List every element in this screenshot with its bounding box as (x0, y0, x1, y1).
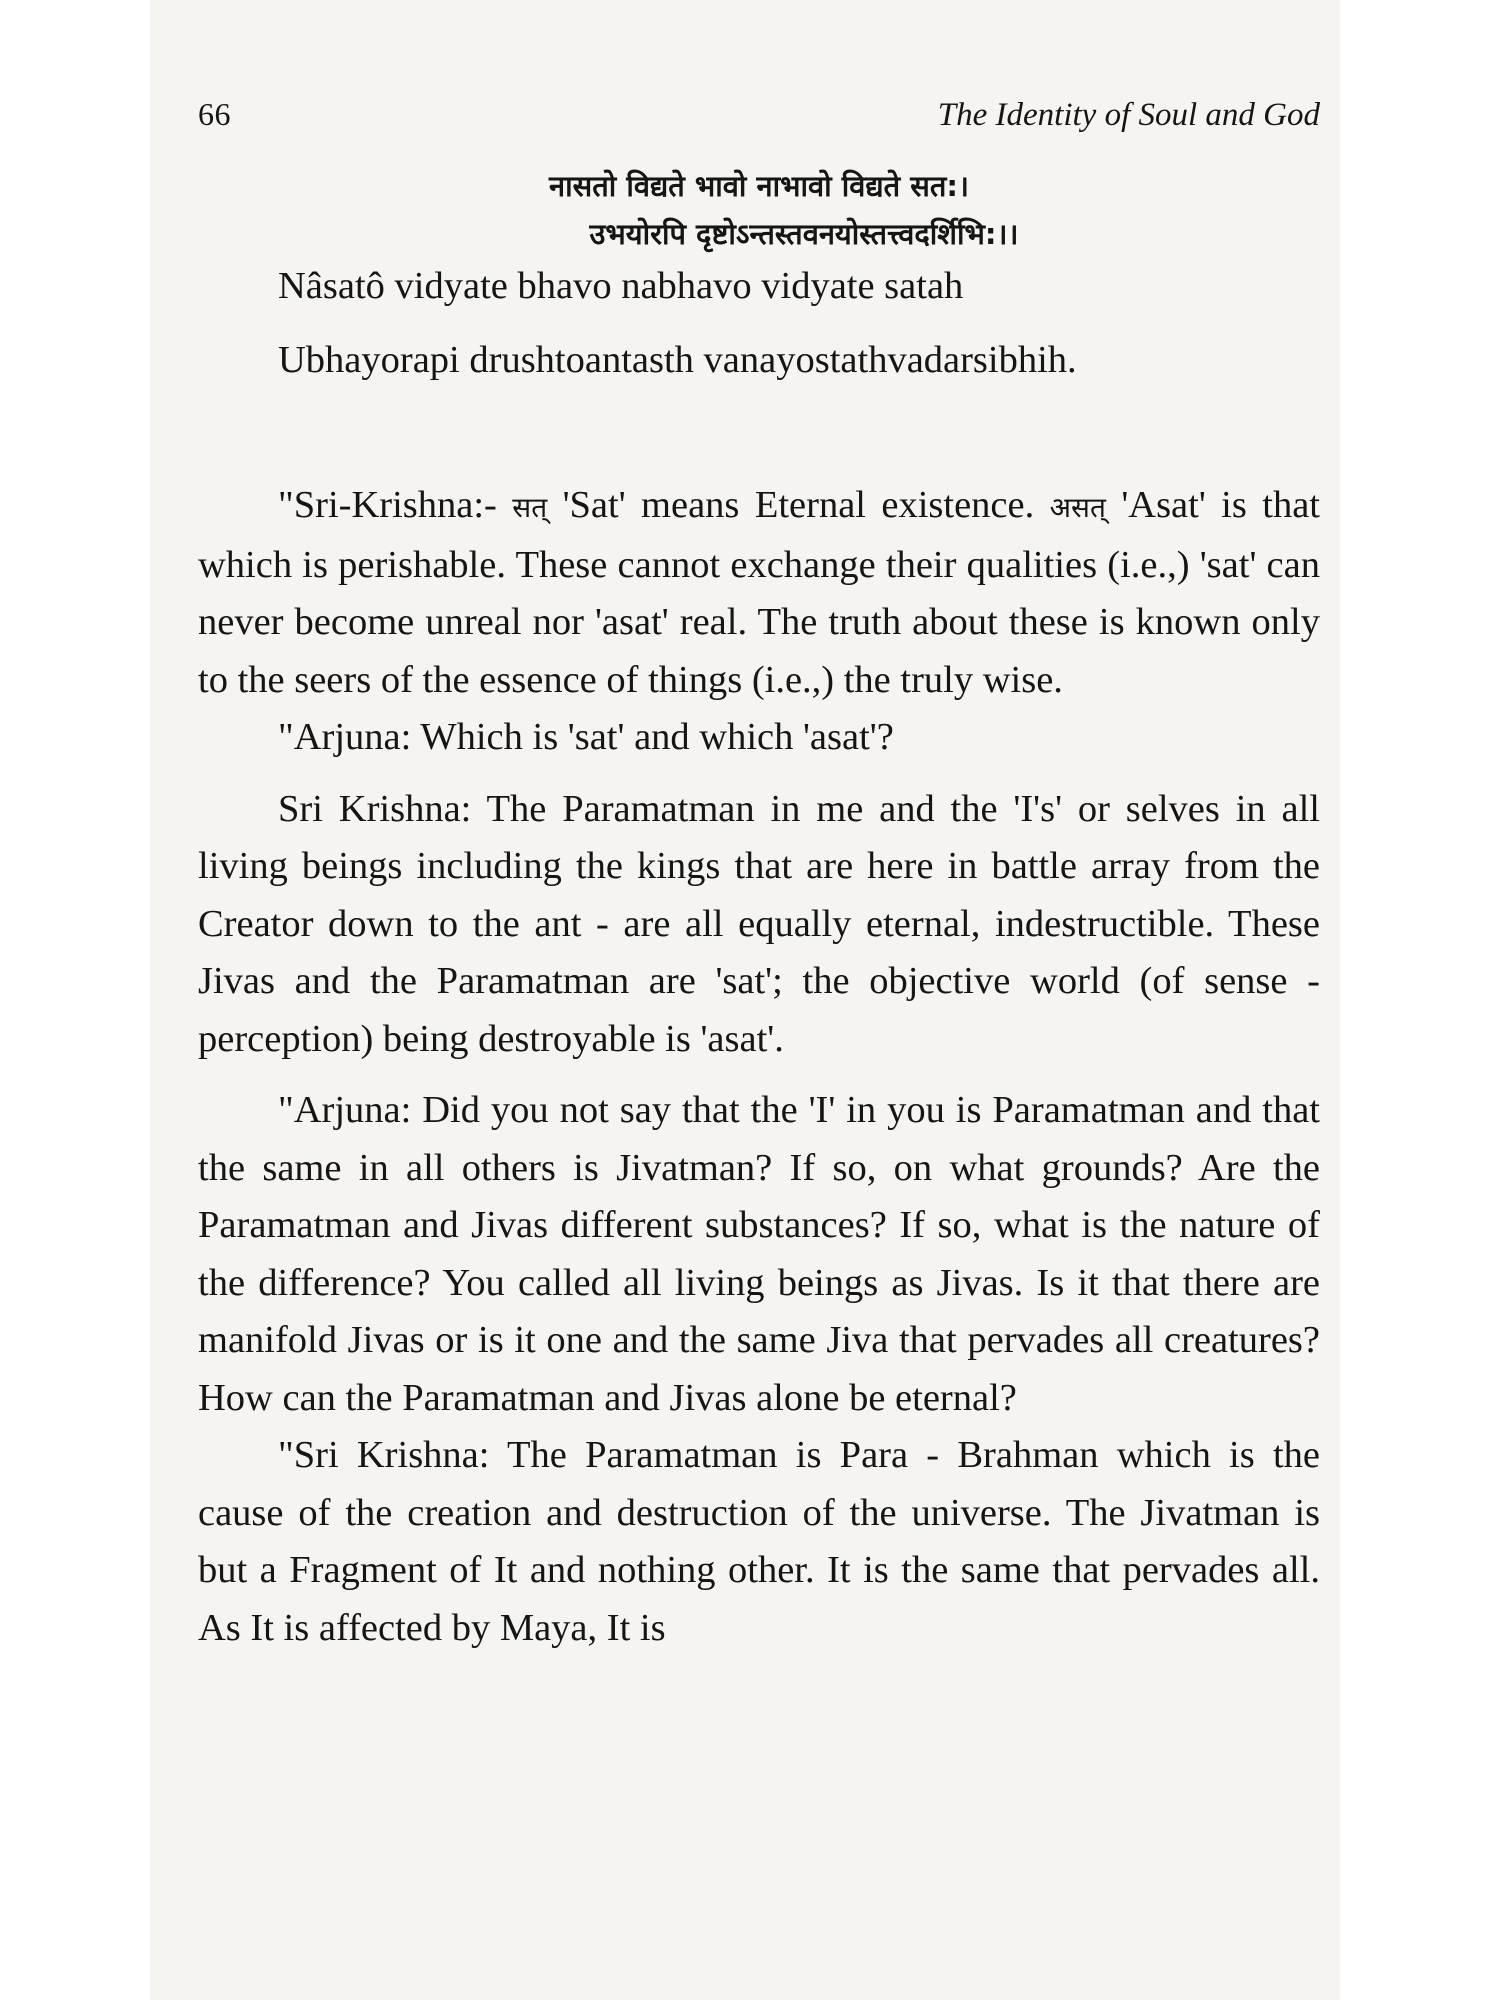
paragraph-text: "Sri-Krishna:- (278, 484, 513, 526)
devanagari-sat: सत् (512, 491, 548, 524)
paragraph-arjuna-question: "Arjuna: Which is 'sat' and which 'asat'? (278, 716, 894, 758)
paragraph-sri-krishna-sat (198, 477, 1320, 709)
transliteration-line-1: Nâsatô vidyate bhavo nabhavo vidyate satah (278, 265, 964, 307)
paragraph-arjuna-jivatman: "Arjuna: Did you not say that the 'I' in you is Paramatman and that the same in all others is Jivatman? If so, on what grounds? Are the Paramatman and Jivas different substances? If so, what is the nature of the difference? You called all living beings as Jivas. Is it that there are manifold Jivas or is it one and the same Jiva that pervades all creatures? How can the Paramatman and Jivas alone be eternal? (198, 1089, 1320, 1419)
transliteration-line-2: Ubhayorapi drushtoantasth vanayostathvadarsibhih. (278, 338, 1077, 381)
book-page (150, 0, 1340, 2000)
page-number: 66 (198, 96, 231, 132)
page-header (198, 96, 1320, 144)
body-text (198, 162, 1320, 1657)
paragraph-sri-krishna-paramatman: Sri Krishna: The Paramatman in me and the 'I's' or selves in all living beings including the kings that are here in battle array from the Creator down to the ant - are all equally eternal, indestructible. These Jivas and the Paramatman are 'sat'; the objective world (of sense - perception) being destroyable is 'asat'. (198, 787, 1320, 1060)
devanagari-asat: असत् (1049, 491, 1106, 524)
sanskrit-verse-line-2: उभयोरपि दृष्टोऽन्तस्तवनयोस्तत्त्वदर्शिभि:।। (589, 217, 1019, 251)
running-title: The Identity of Soul and God (937, 97, 1320, 133)
paragraph-text: 'Asat' is that which is perishable. These cannot exchange their qualities (i.e.,) 'sat' can never become unreal nor 'asat' real. The truth about these is known only to the seers of the essence of things (i.e.,) the truly wise. (198, 484, 1320, 701)
sanskrit-verse-line-1: नासतो विद्यते भावो नाभावो विद्यते सत:। (549, 169, 969, 203)
paragraph-sri-krishna-para-brahman: "Sri Krishna: The Paramatman is Para - Brahman which is the cause of the creation and destruction of the universe. The Jivatman is but a Fragment of It and nothing other. It is the same that pervades all. As It is affected by Maya, It is (198, 1434, 1320, 1649)
paragraph-text: 'Sat' means Eternal existence. (547, 484, 1050, 526)
